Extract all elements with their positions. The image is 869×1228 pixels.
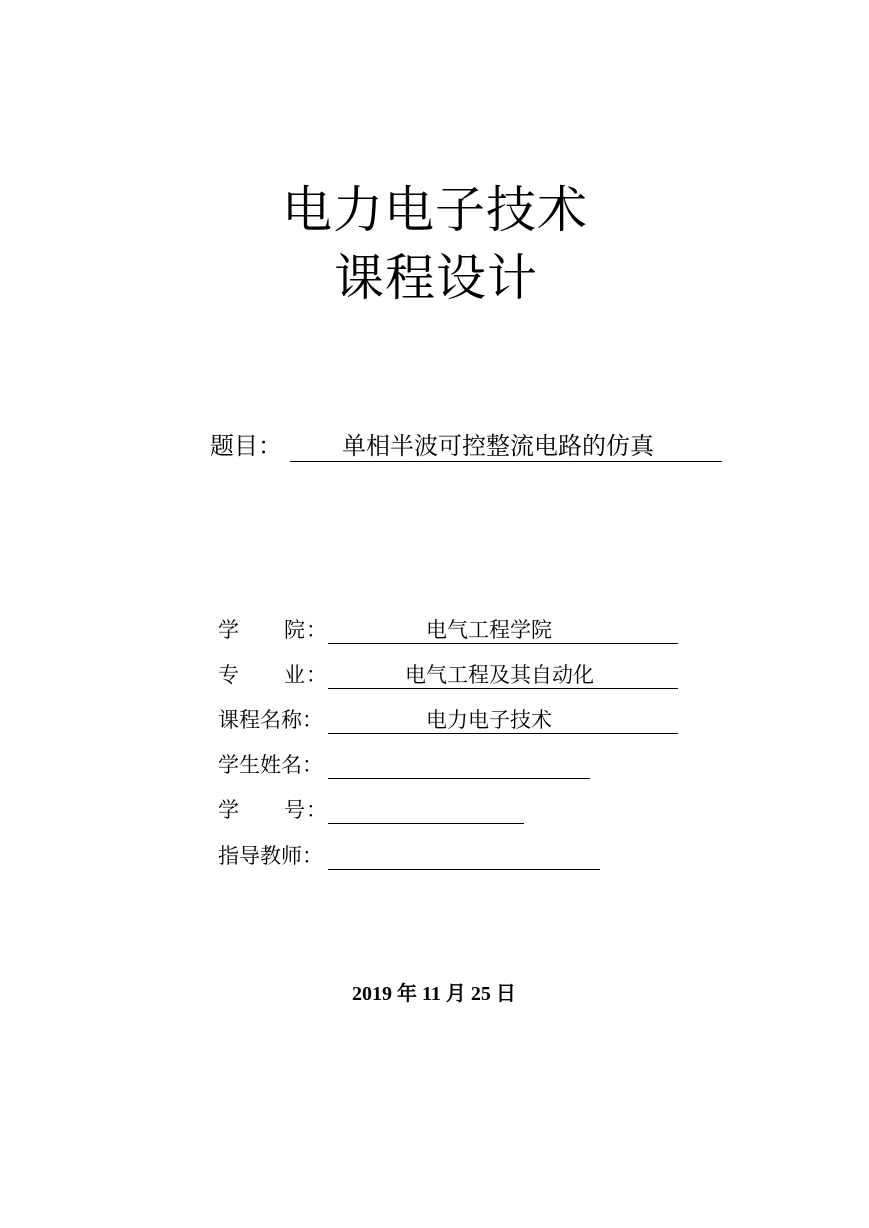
course-title-line-2: 课程设计 [334,249,538,307]
college-label-char-2: 院 [284,618,305,642]
date-line [352,981,516,1007]
course-name-label: 课程名称： [218,708,323,732]
date-year-unit: 年 [397,983,417,1005]
major-label-char-2: 业 [284,663,305,687]
date-year: 2019 [352,983,392,1005]
major-field [328,662,678,689]
topic-label: 题目： [210,432,282,460]
topic-value: 单相半波可控整流电路的仿真 [342,432,654,460]
date-month-unit: 月 [445,983,466,1005]
student-id-field [328,797,524,824]
topic-row [210,431,730,463]
course-name-value: 电力电子技术 [426,708,552,732]
student-id-label-colon: ： [306,798,327,822]
student-name-label: 学生姓名： [218,753,323,777]
major-label-colon: ： [306,663,327,687]
topic-field [290,431,722,462]
college-field [328,617,678,644]
student-id-label-char-2: 号 [284,798,305,822]
date-month: 11 [422,983,441,1005]
date-day-unit: 日 [495,983,516,1005]
date-day: 25 [470,983,491,1005]
advisor-label: 指导教师： [218,844,323,868]
major-label-char-1: 专 [218,663,239,687]
college-label-colon: ： [306,618,327,642]
advisor-field [328,843,600,870]
college-value: 电气工程学院 [426,618,552,642]
course-title-line-1: 电力电子技术 [282,181,588,239]
college-label-char-1: 学 [218,618,239,642]
course-name-field [328,707,678,734]
major-value: 电气工程及其自动化 [405,663,594,687]
student-id-label-char-1: 学 [218,798,239,822]
student-name-field [328,752,590,779]
